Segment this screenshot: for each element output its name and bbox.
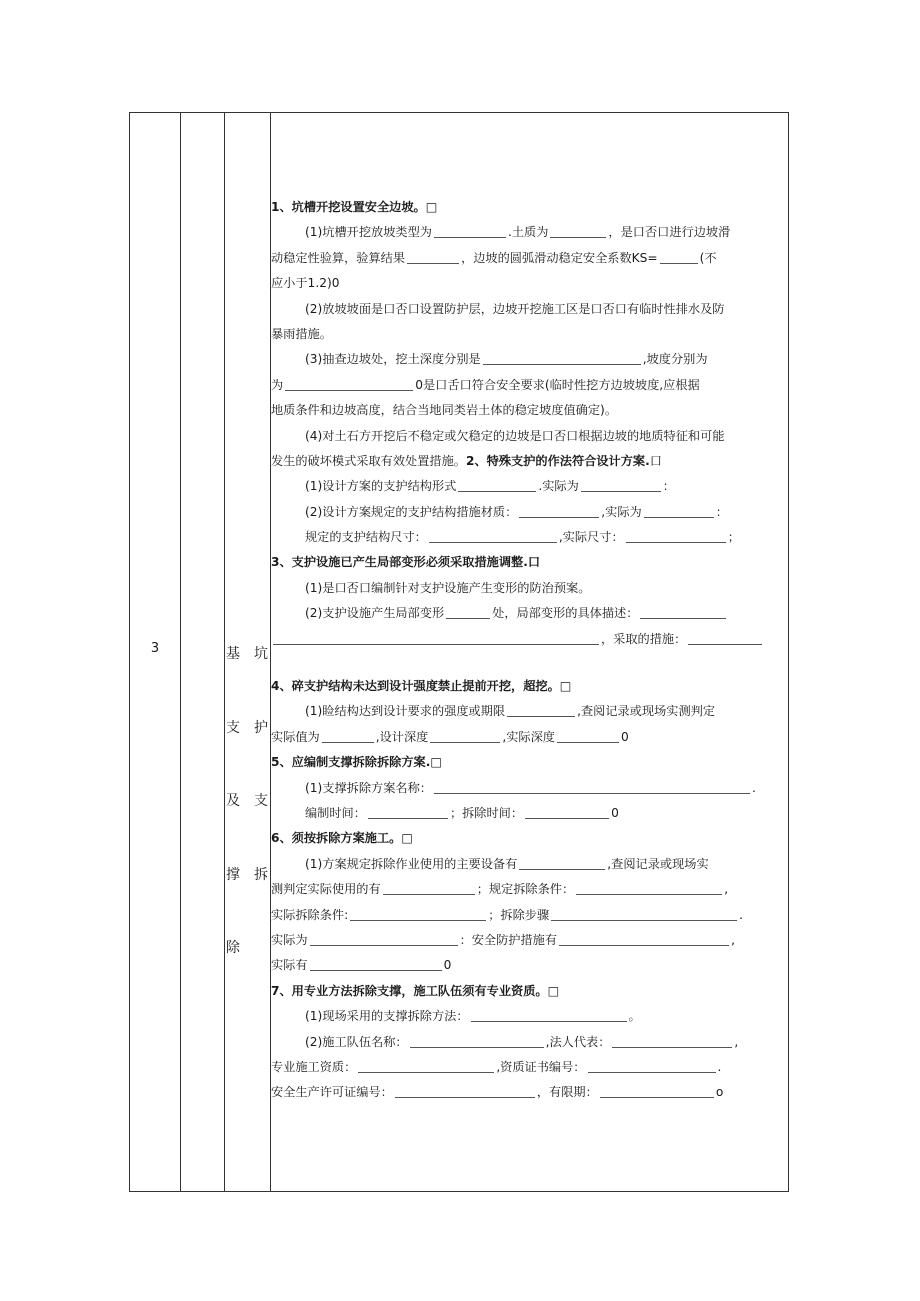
blank-field[interactable] xyxy=(644,503,714,518)
category-char: 除 xyxy=(226,940,240,956)
blank-field[interactable] xyxy=(407,249,459,264)
item-1-2-cont: 暴雨措施。 xyxy=(271,326,332,341)
blank-field[interactable] xyxy=(310,931,458,946)
category-char: 护 xyxy=(254,719,268,736)
blank-field[interactable] xyxy=(310,956,442,971)
blank-field[interactable] xyxy=(322,728,374,743)
blank-field[interactable] xyxy=(458,477,536,492)
item-5-heading: 5、应编制支撑拆除拆除方案.□ xyxy=(271,755,442,770)
blank-field[interactable] xyxy=(519,855,605,870)
blank-field[interactable] xyxy=(483,350,641,365)
item-1-3: (3)抽查边坡处，挖土深度分别是 ,坡度分别为 xyxy=(305,352,708,367)
blank-field[interactable] xyxy=(660,249,698,264)
blank-field[interactable] xyxy=(519,503,599,518)
blank-field[interactable] xyxy=(576,880,722,895)
blank-field[interactable] xyxy=(429,528,557,543)
item-4-1: (1)睑结构达到设计要求的强度或期限 ,查阅记录或现场实测判定 xyxy=(305,704,716,719)
item-1-4: (4)对土石方开挖后不稳定或欠稳定的边坡是口否口根据边坡的地质特征和可能 xyxy=(305,428,725,443)
item-5-1: (1)支撑拆除方案名称： . xyxy=(305,780,756,795)
item-1-heading: 1、坑槽开挖设置安全边坡。□ xyxy=(271,200,438,214)
blank-field[interactable] xyxy=(626,528,726,543)
category-char: 坑 xyxy=(254,646,268,662)
item-3-heading: 3、支护设施已产生局部变形必须采取措施调整.口 xyxy=(271,555,541,570)
item-3-2-cont: ，采取的措施： xyxy=(271,627,791,652)
category-char: 基 xyxy=(226,646,240,662)
blank-field[interactable] xyxy=(410,1033,544,1048)
item-7-2-cont: 安全生产许可证编号： ，有限期： o xyxy=(271,1085,724,1100)
item-1-4-cont: 发生的破坏模式采取有效处置措施。2、特殊支护的作法符合设计方案.口 xyxy=(271,453,662,468)
item-2-2-cont: 规定的支护结构尺寸： ,实际尺寸： ； xyxy=(305,530,740,545)
item-6-1-cont: 实际拆除条件: ；拆除步骤 . xyxy=(271,907,744,922)
item-7-1: (1)现场采用的支撑拆除方法： 。 xyxy=(305,1009,641,1024)
category-char: 支 xyxy=(254,793,268,809)
item-1-1-cont: 应小于1.2)0 xyxy=(271,276,340,291)
item-7-heading: 7、用专业方法拆除支撑，施工队伍须有专业资质。□ xyxy=(271,983,560,998)
category-col2 xyxy=(226,593,244,1010)
blank-field[interactable] xyxy=(395,1083,535,1098)
blank-field[interactable] xyxy=(273,630,599,645)
item-2-2: (2)设计方案规定的支护结构措施材质： ,实际为 ： xyxy=(305,504,728,519)
item-4-1-cont: 实际值为 ,设计深度 ,实际深度 0 xyxy=(271,729,629,744)
category-char: 支 xyxy=(226,719,240,736)
item-1-2: (2)放坡坡面是口否口设置防护层，边坡开挖施工区是口否口有临时性排水及防 xyxy=(305,301,725,316)
category-char: 撑 xyxy=(226,866,240,883)
blank-field[interactable] xyxy=(525,804,609,819)
item-6-1-cont: 测判定实际使用的有 ；规定拆除条件： , xyxy=(271,882,729,897)
inspection-table xyxy=(129,112,789,1192)
blank-field[interactable] xyxy=(600,1083,714,1098)
item-3-2: (2)支护设施产生局部变形 处，局部变形的具体描述： xyxy=(271,601,791,626)
blank-field[interactable] xyxy=(434,779,750,794)
item-7-2: (2)施工队伍名称： ,法人代表： , xyxy=(305,1034,739,1049)
blank-field[interactable] xyxy=(612,1033,732,1048)
blank-field[interactable] xyxy=(471,1007,627,1022)
column-divider xyxy=(180,113,181,1191)
blank-field[interactable] xyxy=(507,702,575,717)
blank-field[interactable] xyxy=(368,804,448,819)
item-3-1: (1)是口否口编制针对支护设施产生变形的防治预案。 xyxy=(305,580,591,595)
row-number: 3 xyxy=(150,641,160,656)
blank-field[interactable] xyxy=(350,906,486,921)
blank-field[interactable] xyxy=(557,728,619,743)
category-char: 及 xyxy=(226,793,240,809)
blank-field[interactable] xyxy=(430,728,500,743)
column-divider xyxy=(224,113,225,1191)
item-1-3-cont: 为 0是口舌口符合安全要求(临时性挖方边坡坡度,应根据 xyxy=(271,377,700,392)
item-6-1-cont: 实际为 ：安全防护措施有 , xyxy=(271,932,735,947)
item-1-3-cont: 地质条件和边坡高度，结合当地同类岩土体的稳定坡度值确定)。 xyxy=(271,403,618,418)
category-col3 xyxy=(254,593,272,936)
item-6-1-cont: 实际有 0 xyxy=(271,958,452,973)
item-5-1-cont: 编制时间： ；拆除时间： 0 xyxy=(305,805,619,820)
category-char: 拆 xyxy=(254,866,268,883)
blank-field[interactable] xyxy=(446,604,490,619)
blank-field[interactable] xyxy=(434,223,506,238)
item-1-1: (1)坑槽开挖放坡类型为 .土质为 ，是口否口进行边坡滑 xyxy=(305,225,731,240)
blank-field[interactable] xyxy=(688,630,762,645)
blank-field[interactable] xyxy=(640,604,726,619)
blank-field[interactable] xyxy=(358,1058,494,1073)
blank-field[interactable] xyxy=(581,477,661,492)
checklist-content xyxy=(271,195,791,1106)
item-6-heading: 6、须按拆除方案施工。□ xyxy=(271,831,413,846)
item-7-2-cont: 专业施工资质： ,资质证书编号： . xyxy=(271,1059,722,1074)
item-1-1-cont: 动稳定性验算，验算结果 ，边坡的圆弧滑动稳定安全系数KS= (不 xyxy=(271,250,717,265)
blank-field[interactable] xyxy=(588,1058,716,1073)
blank-field[interactable] xyxy=(383,880,475,895)
item-2-1: (1)设计方案的支护结构形式 .实际为 ： xyxy=(305,479,675,494)
blank-field[interactable] xyxy=(559,931,729,946)
item-4-heading: 4、碎支护结构未达到设计强度禁止提前开挖，超挖。□ xyxy=(271,679,572,694)
blank-field[interactable] xyxy=(550,223,606,238)
item-6-1: (1)方案规定拆除作业使用的主要设备有 ,查阅记录或现场实 xyxy=(305,856,709,871)
blank-field[interactable] xyxy=(285,376,413,391)
blank-field[interactable] xyxy=(551,906,737,921)
